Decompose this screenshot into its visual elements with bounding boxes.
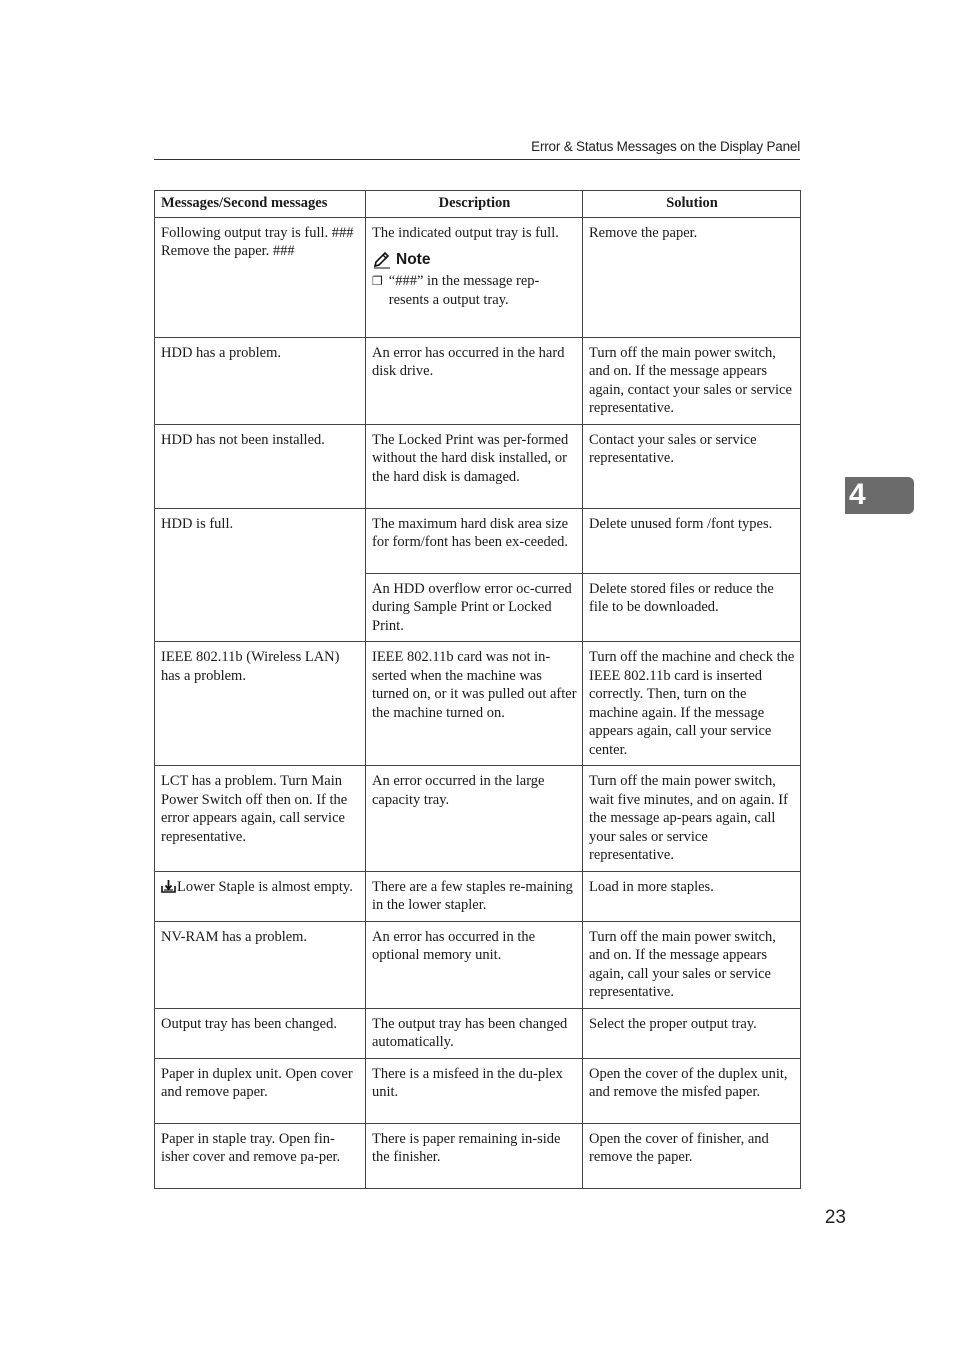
solution-cell: Contact your sales or service representative. [583,424,801,508]
description-text: The indicated output tray is full. [372,224,559,241]
staple-icon [161,879,176,893]
table-row [155,871,801,921]
solution-cell: Remove the paper. [583,217,801,337]
description-cell: An error has occurred in the hard disk drive. [366,337,583,424]
message-cell: Paper in staple tray. Open fin-isher cover and remove pa-per. [155,1123,366,1188]
message-cell: Paper in duplex unit. Open cover and remove paper. [155,1058,366,1123]
description-cell: An error occurred in the large capacity tray. [366,766,583,872]
page-number: 23 [824,1207,846,1228]
description-cell: An error has occurred in the optional memory unit. [366,921,583,1008]
table-row [155,1008,801,1058]
message-cell: HDD has not been installed. [155,424,366,508]
table-row [155,921,801,1008]
message-cell [155,871,366,921]
message-cell: Following output tray is full. ### Remove the paper. ### [155,217,366,337]
solution-cell: Select the proper output tray. [583,1008,801,1058]
note-item-text: “###” in the message rep-resents a output tray. [388,273,540,308]
checkbox-bullet-icon: ❐ [372,274,383,288]
column-header-description: Description [366,191,583,218]
message-cell: Output tray has been changed. [155,1008,366,1058]
solution-cell: Open the cover of finisher, and remove the paper. [583,1123,801,1188]
solution-cell: Turn off the main power switch, wait five minutes, and on again. If the message ap-pears again, call your sales or service representative. [583,766,801,872]
table-row [155,424,801,508]
message-cell: NV-RAM has a problem. [155,921,366,1008]
table-row [155,1123,801,1188]
chapter-tab [845,477,914,514]
description-cell: There are a few staples re-maining in the lower stapler. [366,871,583,921]
solution-cell: Turn off the main power switch, and on. If the message appears again, contact your sales or service representative. [583,337,801,424]
description-cell: An HDD overflow error oc-curred during Sample Print or Locked Print. [366,573,583,642]
table-row [155,508,801,573]
messages-table [154,190,801,1189]
table-row [155,766,801,872]
solution-cell: Turn off the main power switch, and on. If the message appears again, call your sales or service representative. [583,921,801,1008]
note-item [372,272,577,309]
solution-cell: Load in more staples. [583,871,801,921]
running-header: Error & Status Messages on the Display Panel [531,139,800,154]
table-header-row [155,191,801,218]
message-cell: HDD has a problem. [155,337,366,424]
message-text: Lower Staple is almost empty. [177,878,353,895]
table-row [155,217,801,337]
description-cell: There is a misfeed in the du-plex unit. [366,1058,583,1123]
table-row [155,337,801,424]
description-cell: The Locked Print was per-formed without the hard disk installed, or the hard disk is damaged. [366,424,583,508]
chapter-number: 4 [849,478,866,511]
solution-cell: Turn off the machine and check the IEEE 802.11b card is inserted correctly. Then, turn on the machine again. If the message appears again, call your service center. [583,642,801,766]
description-cell: There is paper remaining in-side the finisher. [366,1123,583,1188]
note-title: Note [396,251,431,268]
column-header-solution: Solution [583,191,801,218]
description-cell [366,217,583,337]
solution-cell: Open the cover of the duplex unit, and remove the misfed paper. [583,1058,801,1123]
pencil-icon [372,251,392,269]
header-rule [154,159,800,160]
table-row [155,1058,801,1123]
table-row [155,642,801,766]
message-cell: IEEE 802.11b (Wireless LAN) has a problem. [155,642,366,766]
description-cell: IEEE 802.11b card was not in-serted when the machine was turned on, or it was pulled out after the machine turned on. [366,642,583,766]
column-header-messages: Messages/Second messages [155,191,366,218]
note-heading [372,250,577,270]
message-cell: HDD is full. [155,508,366,642]
solution-cell: Delete unused form /font types. [583,508,801,573]
solution-cell: Delete stored files or reduce the file to be downloaded. [583,573,801,642]
description-cell: The output tray has been changed automatically. [366,1008,583,1058]
description-cell: The maximum hard disk area size for form/font has been ex-ceeded. [366,508,583,573]
message-cell: LCT has a problem. Turn Main Power Switch off then on. If the error appears again, call service representative. [155,766,366,872]
